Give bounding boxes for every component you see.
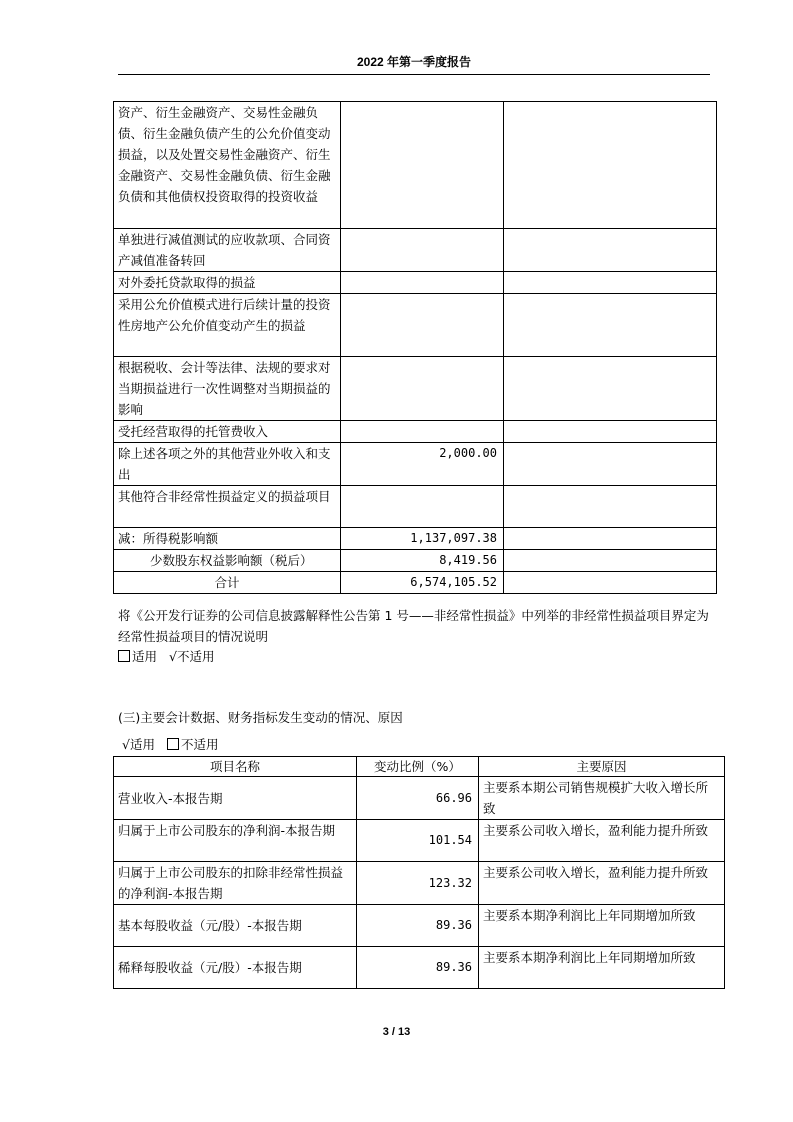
item-name: 营业收入-本报告期: [114, 777, 357, 820]
table-row: [114, 820, 725, 862]
table-header-row: [114, 757, 725, 777]
option-applicable: 适用: [129, 737, 155, 752]
row-note: [504, 486, 717, 528]
row-amount: [341, 102, 504, 229]
note-options: [118, 646, 214, 667]
checkbox-unchecked-icon: [118, 650, 130, 662]
row-label: 单独进行减值测试的应收款项、合同资产减值准备转回: [114, 229, 341, 272]
section-title: (三)主要会计数据、财务指标发生变动的情况、原因: [118, 710, 403, 725]
change-ratio: 123.32: [357, 862, 479, 905]
check-mark-icon: √: [169, 649, 177, 664]
option-applicable: 适用: [132, 649, 158, 664]
item-name: 基本每股收益（元/股）-本报告期: [114, 905, 357, 947]
row-amount: 2,000.00: [341, 443, 504, 486]
row-note: [504, 357, 717, 421]
row-amount: 8,419.56: [341, 550, 504, 572]
row-note: [504, 550, 717, 572]
row-label: 资产、衍生金融资产、交易性金融负债、衍生金融负债产生的公允价值变动损益，以及处置交易性金融资产、衍生金融资产、交易性金融负债、衍生金融负债和其他债权投资取得的投资收益: [114, 102, 341, 229]
table-row: [114, 862, 725, 905]
table-row: [114, 528, 717, 550]
table-row: [114, 443, 717, 486]
table-row: [114, 486, 717, 528]
column-header: 变动比例（%）: [357, 757, 479, 777]
change-ratio: 101.54: [357, 820, 479, 862]
row-label: 其他符合非经常性损益定义的损益项目: [114, 486, 341, 528]
table-row: [114, 421, 717, 443]
section-options: [122, 734, 218, 755]
page-header-title: 2022 年第一季度报告: [356, 55, 472, 69]
main-reason: 主要系公司收入增长，盈利能力提升所致: [479, 862, 725, 905]
table-row: [114, 102, 717, 229]
table-row: [114, 357, 717, 421]
table-row: [114, 294, 717, 357]
main-reason: 主要系本期净利润比上年同期增加所致: [479, 905, 725, 947]
indicator-change-table: [113, 756, 725, 989]
table-row: [114, 777, 725, 820]
table-row: [114, 550, 717, 572]
table-row: [114, 947, 725, 989]
item-name: 归属于上市公司股东的扣除非经常性损益的净利润-本报告期: [114, 862, 357, 905]
row-label: 对外委托贷款取得的损益: [114, 272, 341, 294]
table-row: [114, 905, 725, 947]
header-divider: [118, 74, 710, 75]
checkbox-unchecked-icon: [167, 738, 179, 750]
row-label: 受托经营取得的托管费收入: [114, 421, 341, 443]
row-amount: 6,574,105.52: [341, 572, 504, 594]
row-note: [504, 102, 717, 229]
row-note: [504, 443, 717, 486]
row-note: [504, 421, 717, 443]
non-recurring-gains-table: [113, 101, 717, 594]
row-amount: [341, 357, 504, 421]
main-reason: 主要系本期净利润比上年同期增加所致: [479, 947, 725, 989]
row-label: 少数股东权益影响额（税后）: [114, 550, 341, 572]
row-amount: [341, 294, 504, 357]
row-note: [504, 229, 717, 272]
row-label: 采用公允价值模式进行后续计量的投资性房地产公允价值变动产生的损益: [114, 294, 341, 357]
row-note: [504, 272, 717, 294]
table-row: [114, 272, 717, 294]
row-label: 除上述各项之外的其他营业外收入和支出: [114, 443, 341, 486]
row-amount: [341, 229, 504, 272]
table-row: [114, 229, 717, 272]
row-label: 减：所得税影响额: [114, 528, 341, 550]
row-note: [504, 572, 717, 594]
column-header: 项目名称: [114, 757, 357, 777]
item-name: 归属于上市公司股东的净利润-本报告期: [114, 820, 357, 862]
option-not-applicable: 不适用: [176, 649, 215, 664]
main-reason: 主要系公司收入增长，盈利能力提升所致: [479, 820, 725, 862]
column-header: 主要原因: [479, 757, 725, 777]
row-label: 根据税收、会计等法律、法规的要求对当期损益进行一次性调整对当期损益的影响: [114, 357, 341, 421]
check-mark-icon: √: [122, 737, 130, 752]
row-note: [504, 294, 717, 357]
row-amount: [341, 421, 504, 443]
row-note: [504, 528, 717, 550]
table-row-total: [114, 572, 717, 594]
row-amount: [341, 486, 504, 528]
note-paragraph: 将《公开发行证券的公司信息披露解释性公告第 1 号——非经常性损益》中列举的非经常性损益项目界定为经常性损益项目的情况说明: [118, 608, 709, 644]
change-ratio: 66.96: [357, 777, 479, 820]
row-amount: [341, 272, 504, 294]
row-amount: 1,137,097.38: [341, 528, 504, 550]
change-ratio: 89.36: [357, 905, 479, 947]
change-ratio: 89.36: [357, 947, 479, 989]
main-reason: 主要系本期公司销售规模扩大收入增长所致: [479, 777, 725, 820]
page-number: 3 / 13: [382, 1026, 411, 1038]
row-label: 合计: [114, 572, 341, 594]
option-not-applicable: 不适用: [180, 737, 219, 752]
item-name: 稀释每股收益（元/股）-本报告期: [114, 947, 357, 989]
